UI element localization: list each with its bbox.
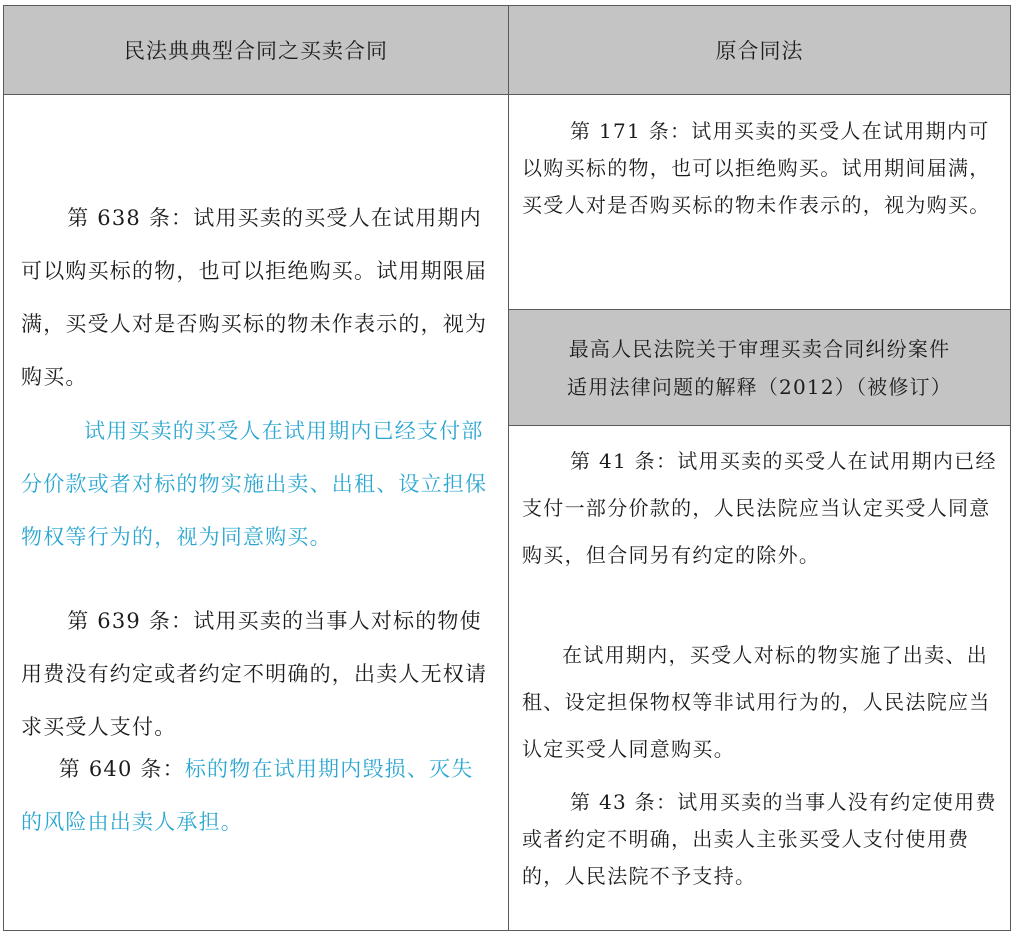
column-divider xyxy=(508,6,509,930)
article-171: 第 171 条：试用买卖的买受人在试用期内可以购买标的物，也可以拒绝购买。试用期间届满，买受人对是否购买标的物未作表示的，视为购买。 xyxy=(522,119,991,217)
article-43: 第 43 条：试用买卖的当事人没有约定使用费或者约定不明确，出卖人主张买受人支付使用费的，人民法院不予支持。 xyxy=(522,790,997,888)
article-41-para2: 在试用期内，买受人对标的物实施了出卖、出租、设定担保物权等非试用行为的，人民法院应当认定买受人同意购买。 xyxy=(522,643,991,761)
judicial-interpretation-header xyxy=(509,309,1010,426)
article-41: 第 41 条：试用买卖的买受人在试用期内已经支付一部分价款的，人民法院应当认定买受人同意购买，但合同另有约定的除外。 xyxy=(522,449,997,567)
comparison-table xyxy=(3,5,1011,931)
interp-title-line2: 适用法律问题的解释（2012）（被修订） xyxy=(567,374,952,399)
interp-title-line1: 最高人民法院关于审理买卖合同纠纷案件 xyxy=(568,336,951,361)
article-639: 第 639 条：试用买卖的当事人对标的物使用费没有约定或者约定不明确的，出卖人无权请求买受人支付。 xyxy=(21,609,488,739)
header-old-contract-law: 原合同法 xyxy=(509,6,1010,95)
article-638: 第 638 条：试用买卖的买受人在试用期内可以购买标的物，也可以拒绝购买。试用期限届满，买受人对是否购买标的物未作表示的，视为购买。 xyxy=(21,206,488,389)
article-640 xyxy=(21,743,491,849)
header-civil-code: 民法典典型合同之买卖合同 xyxy=(4,6,508,95)
article-640-prefix: 第 640 条： xyxy=(58,757,185,781)
article-638-highlight: 试用买卖的买受人在试用期内已经支付部分价款或者对标的物实施出卖、出租、设立担保物权等行为的，视为同意购买。 xyxy=(21,419,488,549)
article-640-highlight: 标的物在试用期内毁损、灭失的风险由出卖人承担。 xyxy=(21,757,474,834)
